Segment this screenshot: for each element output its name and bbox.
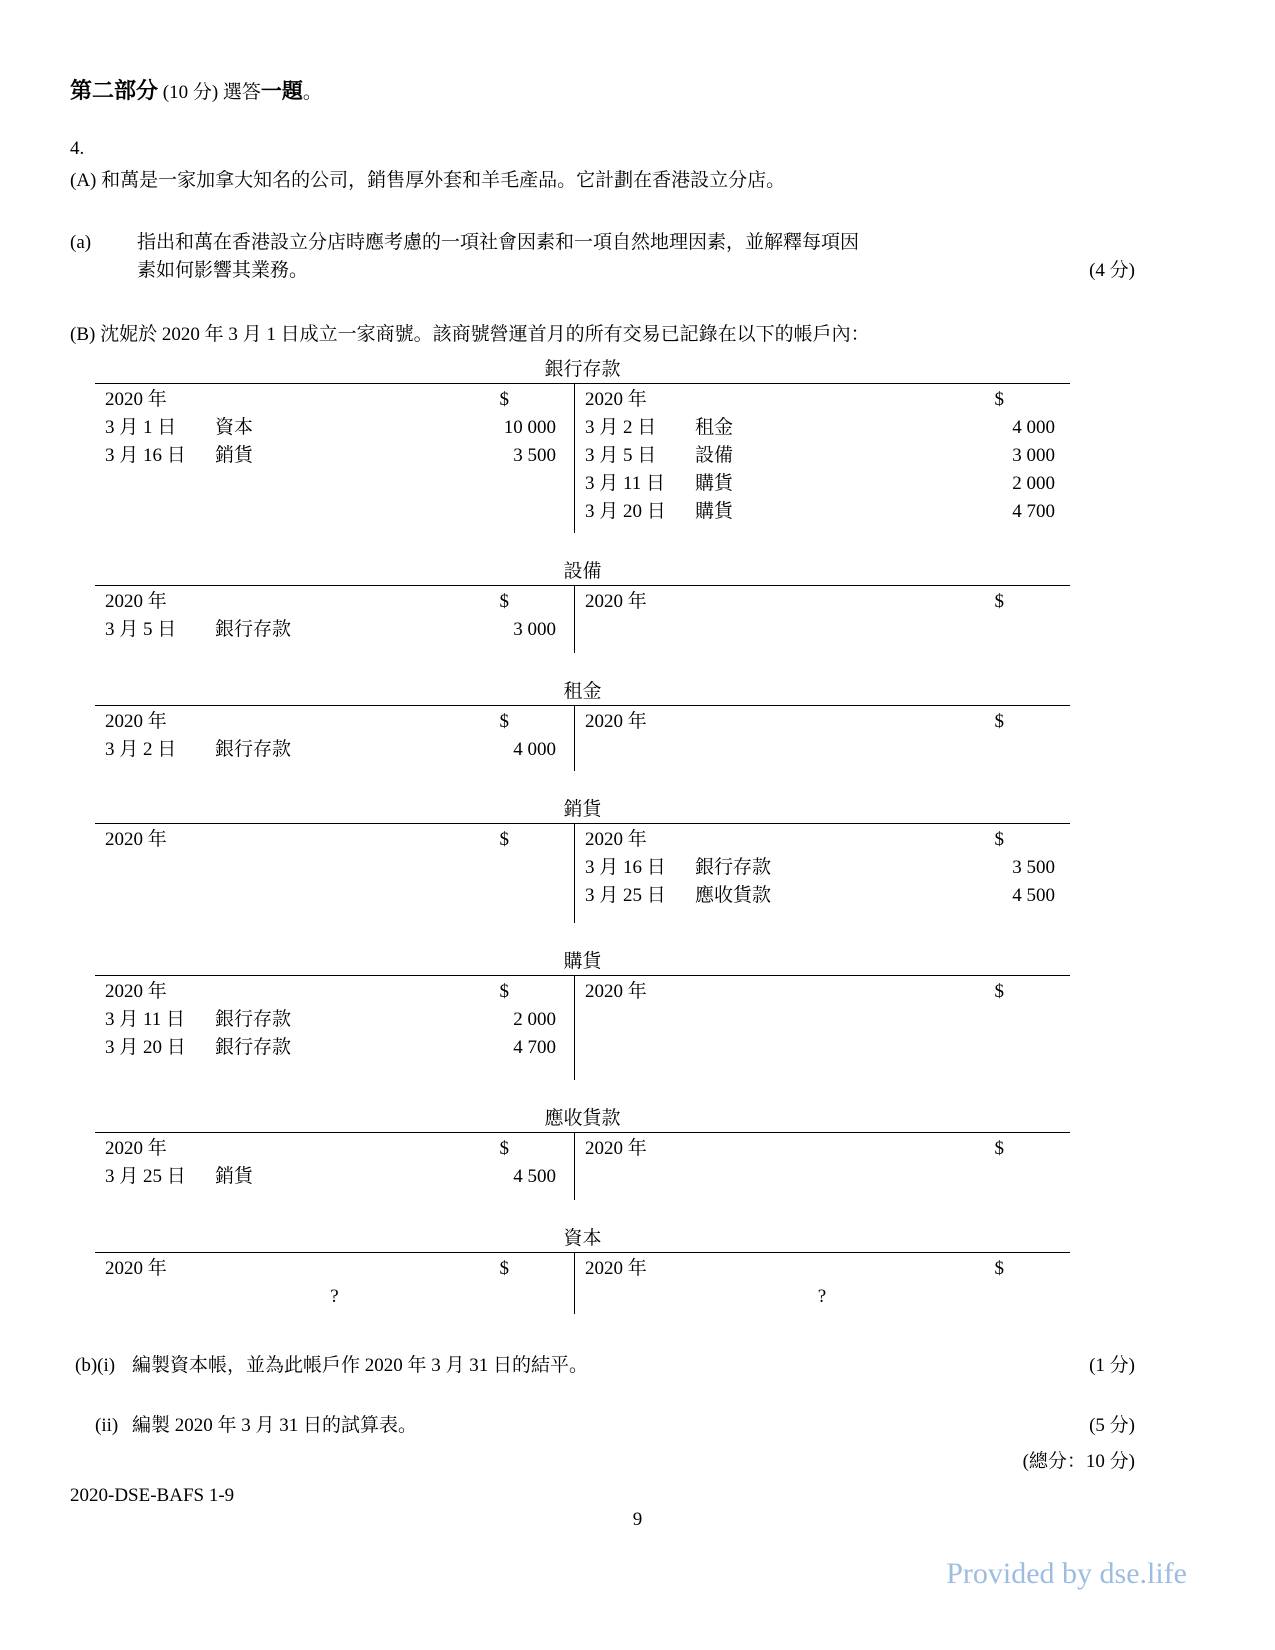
taccount-rent [95,679,1070,771]
account-head [95,1135,574,1163]
entry-date: 3 月 5 日 [585,445,657,466]
balance-placeholder: ? [330,1286,339,1307]
item-a-marks: (4 分) [1089,260,1135,281]
entry-date: 3 月 11 日 [105,1009,186,1030]
year-label: 2020 年 [105,829,167,850]
account-title: 租金 [563,681,602,702]
entry-date: 3 月 16 日 [585,857,666,878]
entry-date: 3 月 11 日 [585,473,666,494]
taccount-purchases [95,949,1070,1080]
year-label: 2020 年 [585,591,647,612]
account-grid [95,383,1070,533]
account-head [95,978,574,1006]
account-head [95,708,574,736]
entry-amount: 2 000 [1012,473,1055,494]
entry-date: 3 月 2 日 [105,739,177,760]
account-debit-side [95,384,575,533]
balance-placeholder: ? [817,1286,827,1307]
account-head [575,588,1069,616]
entry-desc: 銀行存款 [215,619,292,640]
account-credit-side [575,1253,1069,1314]
account-title: 銷貨 [563,799,602,820]
entry-desc: 租金 [695,417,734,438]
account-title: 銀行存款 [544,359,621,380]
ledger-row [575,854,1069,882]
entry-date: 3 月 25 日 [585,885,666,906]
year-label: 2020 年 [105,1258,167,1279]
taccount-sales [95,797,1070,923]
account-credit-side [575,1133,1069,1200]
item-b-ii-marks: (5 分) [1089,1415,1135,1436]
dollar-label: $ [994,711,1004,732]
ledger-row [95,1006,574,1034]
year-label: 2020 年 [585,829,647,850]
account-grid [95,823,1070,923]
section-title [70,75,1135,109]
entry-date: 3 月 2 日 [585,417,657,438]
entry-date: 3 月 16 日 [105,445,186,466]
entry-date: 3 月 1 日 [105,417,177,438]
year-label: 2020 年 [105,389,167,410]
entry-amount: 4 000 [513,739,556,760]
account-head [575,978,1069,1006]
account-credit-side [575,384,1069,533]
year-label: 2020 年 [585,1258,647,1279]
dollar-label: $ [499,711,509,732]
account-grid [95,975,1070,1080]
account-debit-side [95,824,575,923]
document-code: 2020-DSE-BAFS 1-9 [70,1485,235,1506]
dollar-label: $ [994,1138,1004,1159]
entry-desc: 設備 [695,445,734,466]
account-title: 設備 [563,561,602,582]
item-a-line2: 素如何影響其業務。 [137,260,309,281]
account-head [575,386,1069,414]
entry-date: 3 月 20 日 [585,501,666,522]
year-label: 2020 年 [585,1138,647,1159]
ledger-row [575,498,1069,526]
account-credit-side [575,706,1069,771]
ledger-row [575,414,1069,442]
account-title: 購貨 [563,951,602,972]
year-label: 2020 年 [585,389,647,410]
item-a-text [137,229,1135,285]
dollar-label: $ [499,591,509,612]
page-number: 9 [632,1509,643,1530]
ledger-row [575,470,1069,498]
entry-amount: 4 700 [513,1037,556,1058]
entry-date: 3 月 5 日 [105,619,177,640]
watermark-link[interactable]: Provided by dse.life [946,1557,1187,1590]
ledger-row [95,616,574,644]
entry-amount: 4 500 [1012,885,1055,906]
year-label: 2020 年 [585,981,647,1002]
entry-desc: 銀行存款 [215,739,292,760]
ledger-row [95,1163,574,1191]
account-head [95,386,574,414]
entry-amount: 3 000 [513,619,556,640]
account-grid [95,1252,1070,1314]
dollar-label: $ [499,981,509,1002]
item-a-line2-wrap [137,257,1135,285]
account-head [95,588,574,616]
entry-desc: 購貨 [695,473,734,494]
item-b-i-marks: (1 分) [1089,1355,1135,1376]
account-debit-side [95,976,575,1080]
account-head [575,708,1069,736]
entry-desc: 銀行存款 [215,1037,292,1058]
entry-desc: 銀行存款 [695,857,772,878]
account-grid [95,1132,1070,1200]
entry-amount: 10 000 [503,417,556,438]
entry-amount: 3 000 [1012,445,1055,466]
section-title-bold2: 一題 [260,79,303,103]
item-b-i-label: (b)(i) [75,1355,116,1376]
entry-desc: 購貨 [695,501,734,522]
account-head [575,1135,1069,1163]
question-number: 4. [70,138,85,159]
entry-amount: 3 500 [513,445,556,466]
item-b-i-text: 編製資本帳，並為此帳戶作 2020 年 3 月 31 日的結平。 [132,1355,589,1376]
dollar-label: $ [994,591,1004,612]
ledger-row [575,882,1069,910]
ledger-row [95,442,574,470]
account-title: 資本 [563,1228,602,1249]
account-head [95,826,574,854]
part-a-intro: (A) 和萬是一家加拿大知名的公司，銷售厚外套和羊毛產品。它計劃在香港設立分店。 [70,170,786,191]
ledger-row [95,414,574,442]
year-label: 2020 年 [105,1138,167,1159]
ledger-row [575,442,1069,470]
item-a [70,229,1135,285]
section-title-rest: (10 分) 選答 [158,82,261,103]
item-b-i [70,1352,1135,1380]
entry-date: 3 月 20 日 [105,1037,186,1058]
item-a-line1: 指出和萬在香港設立分店時應考慮的一項社會因素和一項自然地理因素，並解釋每項因 [137,232,860,253]
dollar-label: $ [994,981,1004,1002]
entry-amount: 3 500 [1012,857,1055,878]
account-grid [95,585,1070,653]
account-grid [95,705,1070,771]
entry-amount: 4 500 [513,1166,556,1187]
dollar-label: $ [994,829,1004,850]
entry-desc: 銷貨 [215,1166,254,1187]
dollar-label: $ [499,1138,509,1159]
account-debit-side [95,706,575,771]
taccount-receivables [95,1106,1070,1200]
total-marks: (總分：10 分) [1022,1451,1135,1472]
taccount-equipment [95,559,1070,653]
account-title: 應收貨款 [544,1108,621,1129]
item-b-ii-text-wrap [132,1412,1135,1440]
item-a-label: (a) [70,232,92,253]
account-debit-side [95,586,575,653]
account-credit-side [575,824,1069,923]
entry-amount: 4 700 [1012,501,1055,522]
entry-amount: 4 000 [1012,417,1055,438]
section-title-bold: 第二部分 [70,78,159,103]
account-credit-side [575,976,1069,1080]
account-head [575,826,1069,854]
dollar-label: $ [499,389,509,410]
account-debit-side [95,1253,575,1314]
entry-desc: 應收貨款 [695,885,772,906]
year-label: 2020 年 [105,591,167,612]
dollar-label: $ [499,829,509,850]
entry-date: 3 月 25 日 [105,1166,186,1187]
part-b-intro: (B) 沈妮於 2020 年 3 月 1 日成立一家商號。該商號營運首月的所有交易已記錄在以下的帳戶內： [70,324,870,345]
year-label: 2020 年 [105,711,167,732]
account-debit-side [95,1133,575,1200]
dollar-label: $ [499,1258,509,1279]
dollar-label: $ [994,1258,1004,1279]
entry-desc: 銀行存款 [215,1009,292,1030]
item-b-ii-label: (ii) [95,1415,119,1436]
entry-desc: 銷貨 [215,445,254,466]
account-head [95,1255,574,1283]
ledger-row [95,1034,574,1062]
taccount-bank [95,357,1070,533]
section-title-period: 。 [302,82,322,103]
year-label: 2020 年 [105,981,167,1002]
taccount-capital [95,1226,1070,1314]
item-b-i-text-wrap [132,1352,1135,1380]
year-label: 2020 年 [585,711,647,732]
item-b-ii-text: 編製 2020 年 3 月 31 日的試算表。 [132,1415,418,1436]
ledger-row [95,736,574,764]
entry-desc: 資本 [215,417,254,438]
item-b-ii [70,1412,1135,1440]
account-head [575,1255,1069,1283]
account-credit-side [575,586,1069,653]
entry-amount: 2 000 [513,1009,556,1030]
dollar-label: $ [994,389,1004,410]
